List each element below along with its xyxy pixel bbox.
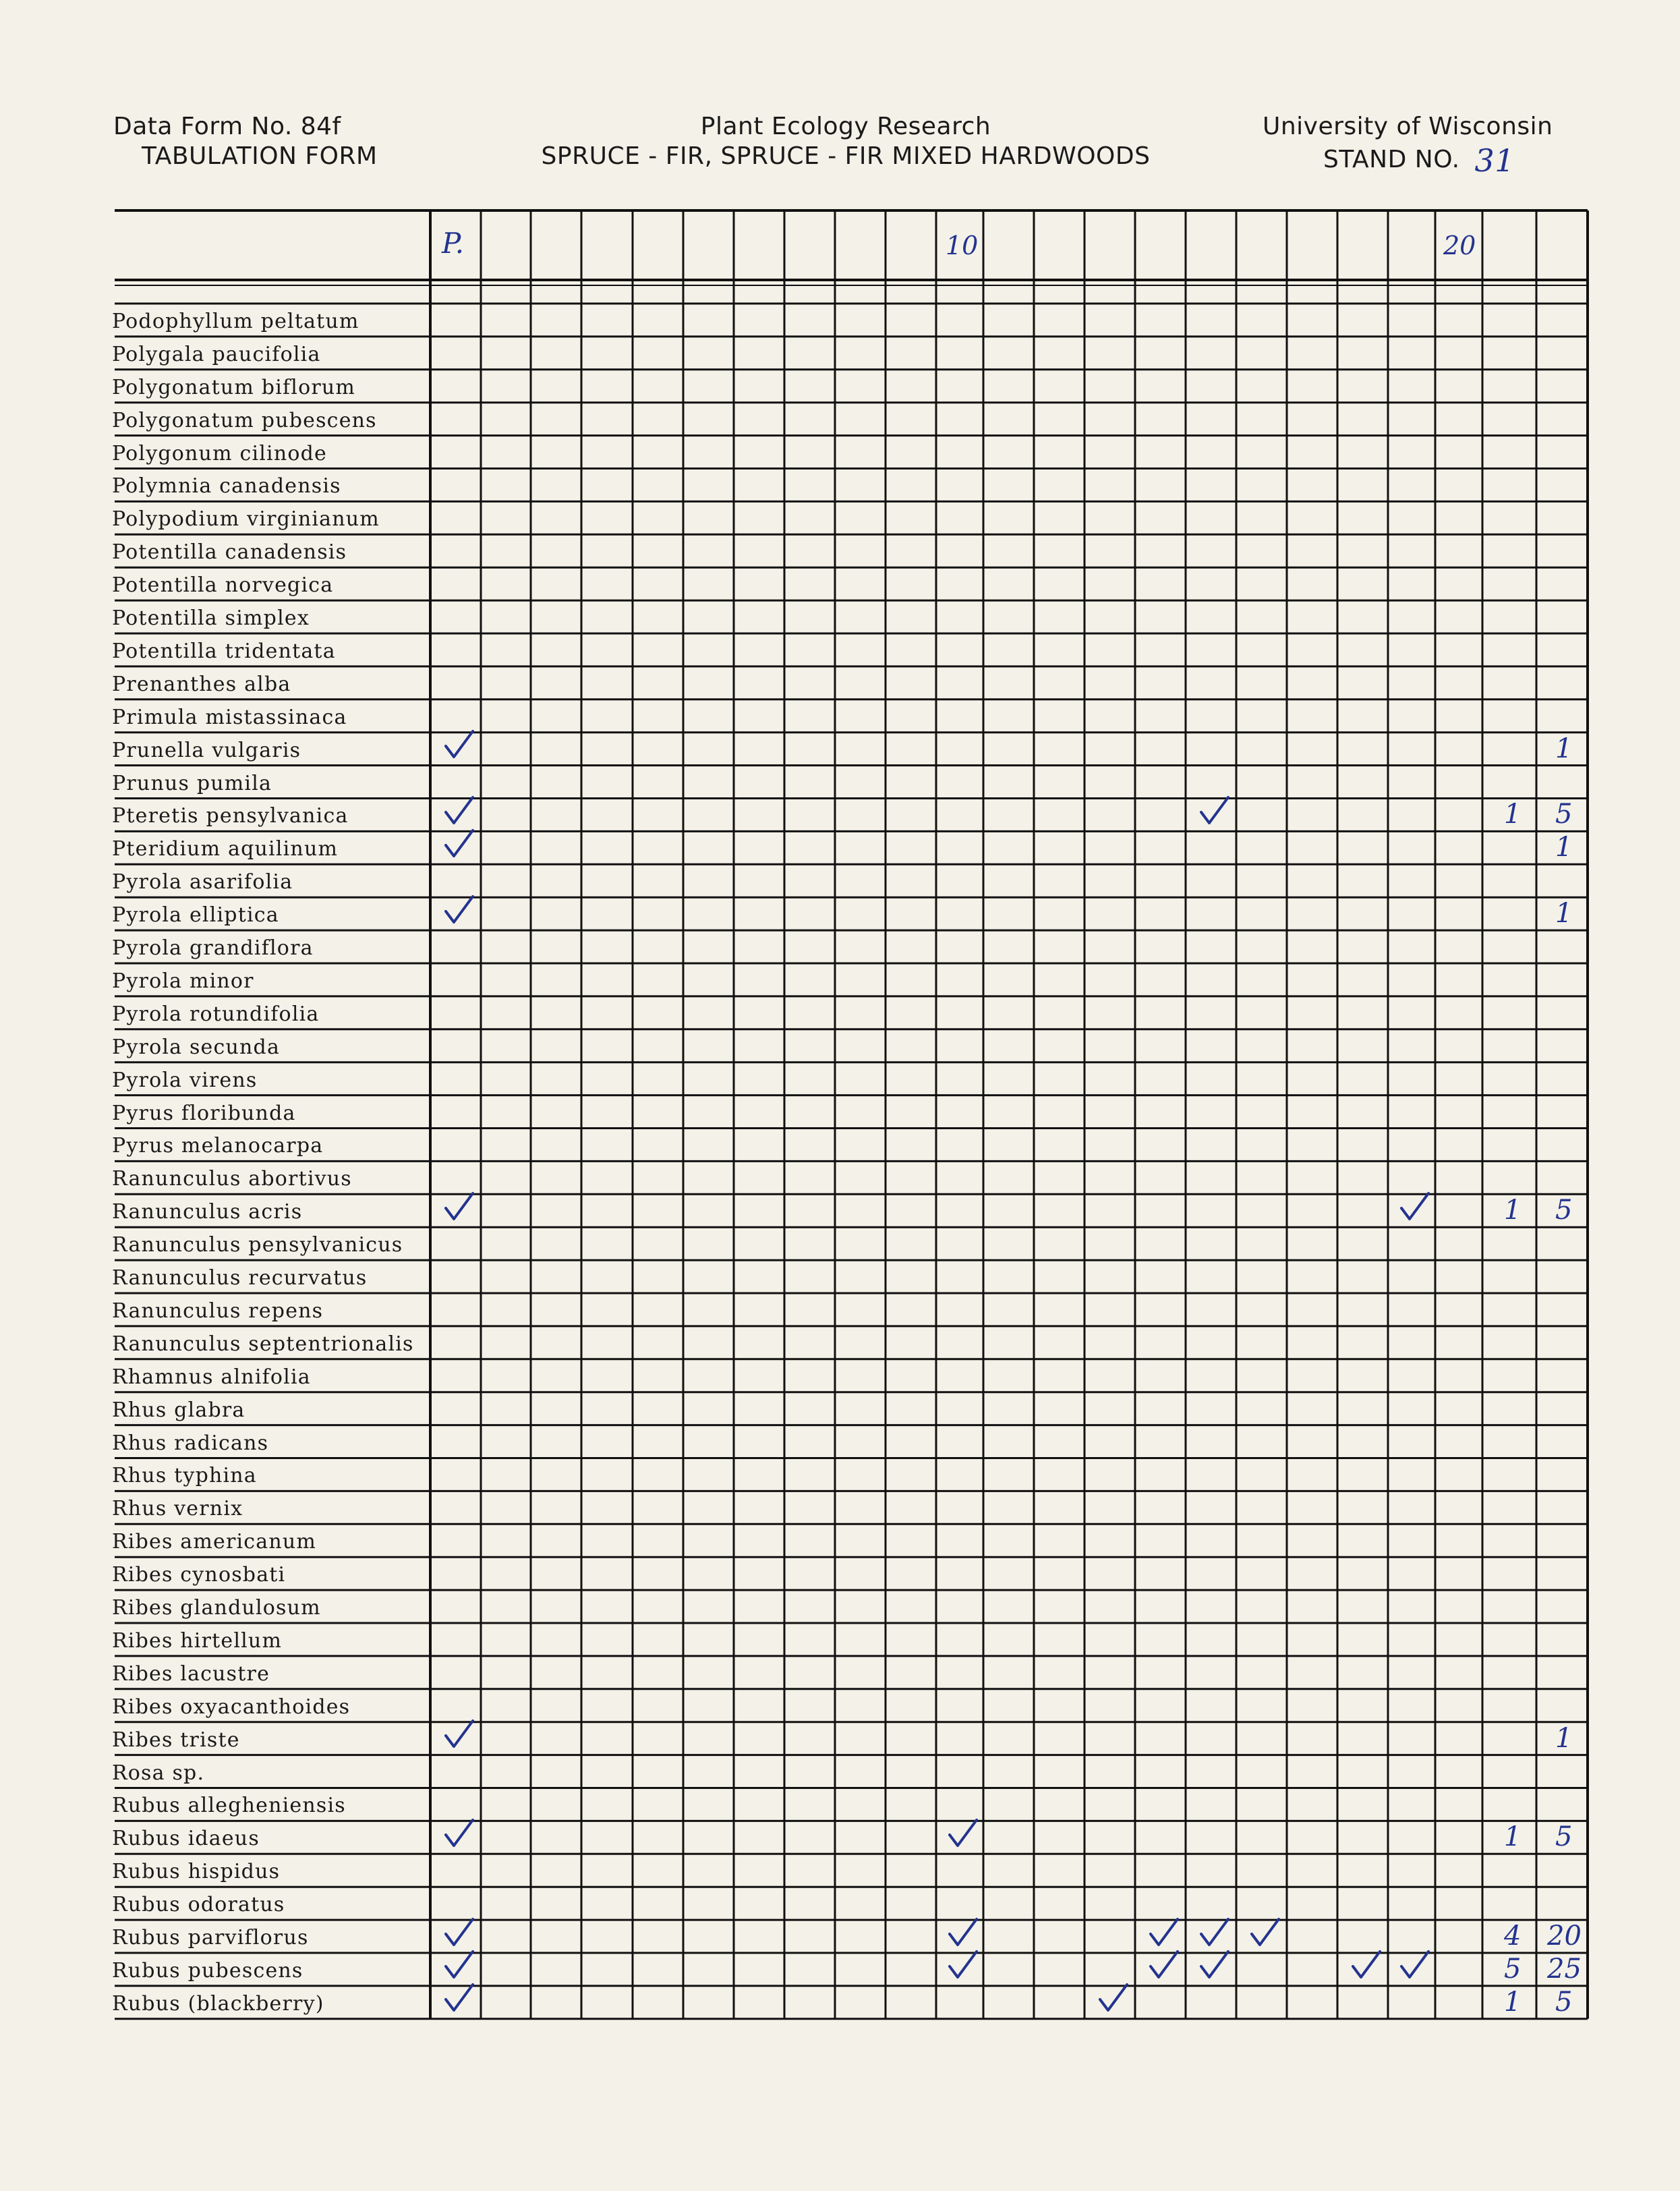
- presence-check-icon: [442, 1949, 475, 1983]
- species-name: Polygonum cilinode: [112, 441, 327, 465]
- quadrat-check-icon: [1397, 1191, 1431, 1224]
- species-name: Pyrola minor: [112, 969, 254, 993]
- species-name: Rhamnus alnifolia: [112, 1365, 311, 1389]
- species-name: Ribes cynosbati: [112, 1563, 286, 1587]
- form-type: TABULATION FORM: [142, 142, 378, 170]
- species-name: Rhus vernix: [112, 1497, 243, 1521]
- total-count: 5: [1555, 1986, 1573, 2018]
- species-name: Pteridium aquilinum: [112, 837, 339, 861]
- species-name: Pyrus melanocarpa: [112, 1134, 324, 1158]
- species-name: Potentilla norvegica: [112, 573, 334, 598]
- quadrat-check-icon: [1096, 1982, 1130, 2016]
- total-count: 25: [1547, 1953, 1582, 1985]
- species-name: Ranunculus septentrionalis: [112, 1332, 414, 1356]
- total-count: 1: [1555, 733, 1573, 764]
- total-count: 1: [1555, 832, 1573, 863]
- species-name: Polygonatum pubescens: [112, 408, 377, 432]
- species-name: Rubus (blackberry): [112, 1991, 324, 2016]
- form-number: Data Form No. 84f: [113, 113, 341, 140]
- species-name: Rubus odoratus: [112, 1893, 285, 1917]
- species-name: Rosa sp.: [112, 1761, 205, 1785]
- species-name: Rhus glabra: [112, 1398, 245, 1422]
- quadrat-check-icon: [946, 1949, 979, 1983]
- species-name: Ranunculus repens: [112, 1299, 324, 1323]
- species-name: Primula mistassinaca: [112, 705, 347, 729]
- total-count: 20: [1547, 1920, 1582, 1952]
- species-name: Pyrola rotundifolia: [112, 1002, 320, 1026]
- quadrat-check-icon: [1197, 795, 1231, 828]
- species-name: Podophyllum peltatum: [112, 309, 359, 333]
- frequency-count: 5: [1504, 1953, 1522, 1985]
- quadrat-check-icon: [946, 1817, 979, 1851]
- frequency-count: 1: [1504, 1986, 1522, 2018]
- frequency-count: 1: [1504, 799, 1522, 830]
- species-name: Rubus allegheniensis: [112, 1794, 346, 1818]
- species-name: Ribes oxyacanthoides: [112, 1695, 351, 1719]
- species-name: Pyrola elliptica: [112, 903, 279, 928]
- presence-check-icon: [442, 1718, 475, 1752]
- species-name: Ribes americanum: [112, 1530, 317, 1554]
- species-name: Prunella vulgaris: [112, 738, 301, 762]
- quadrat-check-icon: [1197, 1949, 1231, 1983]
- quadrat-check-icon: [1397, 1949, 1431, 1983]
- species-name: Polypodium virginianum: [112, 507, 380, 532]
- species-name: Pyrola virens: [112, 1068, 258, 1092]
- column-10-header: 10: [946, 231, 979, 260]
- species-name: Polygala paucifolia: [112, 342, 321, 366]
- quadrat-check-icon: [1248, 1916, 1281, 1950]
- total-count: 1: [1555, 898, 1573, 930]
- presence-check-icon: [442, 795, 475, 828]
- research-title: Plant Ecology Research: [700, 113, 991, 140]
- frequency-count: 1: [1504, 1821, 1522, 1853]
- quadrat-check-icon: [1197, 1916, 1231, 1950]
- presence-check-icon: [442, 1191, 475, 1224]
- frequency-count: 1: [1504, 1195, 1522, 1226]
- frequency-count: 4: [1504, 1920, 1522, 1952]
- quadrat-check-icon: [946, 1916, 979, 1950]
- species-name: Potentilla tridentata: [112, 639, 336, 663]
- total-count: 5: [1555, 799, 1573, 830]
- quadrat-check-icon: [1147, 1949, 1180, 1983]
- species-name: Ranunculus acris: [112, 1200, 303, 1224]
- species-name: Rhus typhina: [112, 1464, 257, 1488]
- presence-check-icon: [442, 1982, 475, 2016]
- quadrat-check-icon: [1349, 1949, 1383, 1983]
- species-name: Rubus idaeus: [112, 1827, 260, 1851]
- species-name: Pteretis pensylvanica: [112, 804, 349, 828]
- species-name: Rubus pubescens: [112, 1958, 303, 1983]
- presence-column-header: P.: [442, 227, 465, 260]
- column-20-header: 20: [1443, 231, 1476, 260]
- total-count: 1: [1555, 1722, 1573, 1754]
- species-name: Polygonatum biflorum: [112, 375, 356, 399]
- species-name: Pyrola grandiflora: [112, 936, 314, 960]
- species-name: Ranunculus pensylvanicus: [112, 1233, 403, 1257]
- species-name: Prenanthes alba: [112, 672, 291, 696]
- species-name: Ranunculus abortivus: [112, 1167, 352, 1191]
- species-name: Potentilla canadensis: [112, 540, 347, 565]
- institution: University of Wisconsin: [1263, 113, 1553, 140]
- stand-label: STAND NO.: [1323, 146, 1460, 173]
- species-name: Pyrola secunda: [112, 1035, 281, 1059]
- stand-type: SPRUCE - FIR, SPRUCE - FIR MIXED HARDWOODS: [541, 142, 1151, 170]
- species-name: Prunus pumila: [112, 771, 272, 795]
- presence-check-icon: [442, 1916, 475, 1950]
- presence-check-icon: [442, 828, 475, 861]
- presence-check-icon: [442, 729, 475, 762]
- species-name: Pyrus floribunda: [112, 1101, 296, 1125]
- species-name: Ribes triste: [112, 1728, 240, 1752]
- presence-check-icon: [442, 894, 475, 928]
- species-name: Rubus hispidus: [112, 1860, 281, 1884]
- total-count: 5: [1555, 1821, 1573, 1853]
- species-name: Ribes hirtellum: [112, 1628, 283, 1653]
- species-name: Rhus radicans: [112, 1431, 269, 1455]
- species-name: Ribes lacustre: [112, 1661, 270, 1686]
- species-name: Potentilla simplex: [112, 606, 310, 630]
- species-name: Polymnia canadensis: [112, 474, 341, 499]
- species-name: Pyrola asarifolia: [112, 870, 293, 894]
- species-name: Rubus parviflorus: [112, 1926, 309, 1950]
- presence-check-icon: [442, 1817, 475, 1851]
- species-name: Ribes glandulosum: [112, 1596, 321, 1620]
- species-name: Ranunculus recurvatus: [112, 1266, 368, 1290]
- quadrat-check-icon: [1147, 1916, 1180, 1950]
- total-count: 5: [1555, 1195, 1573, 1226]
- stand-number: 31: [1474, 142, 1515, 179]
